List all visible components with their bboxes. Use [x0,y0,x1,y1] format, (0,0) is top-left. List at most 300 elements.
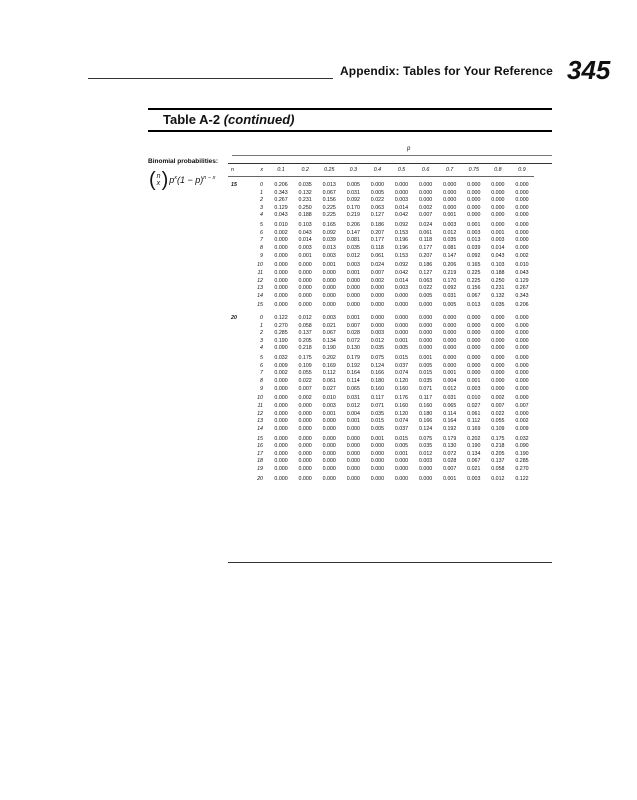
cell-probability: 0.153 [394,229,409,236]
cell-probability: 0.092 [394,222,409,229]
cell-probability: 0.176 [394,395,409,402]
cell-probability: 0.343 [515,292,529,299]
cell-probability: 0.042 [394,269,409,276]
cell-probability: 0.120 [394,410,409,417]
cell-probability: 0.124 [370,362,385,369]
cell-probability: 0.007 [346,322,360,329]
cell-probability: 0.002 [298,395,312,402]
cell-probability: 0.103 [298,222,312,229]
cell-x: 12 [257,277,263,284]
cell-probability: 0.000 [346,292,360,299]
cell-n [228,197,253,205]
cell-probability: 0.035 [298,182,312,188]
cell-probability: 0.013 [322,244,336,251]
cell-n [228,466,253,474]
table-row [228,205,534,213]
cell-probability: 0.188 [298,212,312,219]
formula-tail-sup: n − x [203,175,216,181]
cell-probability: 0.012 [346,402,360,409]
cell-probability: 0.218 [491,443,505,450]
table-row [228,353,534,363]
cell-x: 4 [260,345,263,352]
cell-x: 1 [260,189,263,196]
cell-probability: 0.090 [515,443,529,450]
cell-probability: 0.000 [322,292,336,299]
table-row [228,212,534,220]
cell-probability: 0.160 [370,385,385,392]
cell-probability: 0.024 [418,222,433,229]
formula-top: n [156,173,161,180]
cell-probability: 0.002 [274,229,288,236]
table-row [228,411,534,419]
cell-probability: 0.012 [346,252,360,259]
cell-probability: 0.000 [515,355,529,362]
cell-probability: 0.270 [274,322,288,329]
cell-probability: 0.000 [274,443,288,450]
cell-probability: 0.001 [418,355,433,362]
cell-probability: 0.001 [322,410,336,417]
header-rule [88,78,333,79]
cell-probability: 0.000 [515,385,529,392]
cell-probability: 0.015 [394,435,409,442]
cell-probability: 0.250 [298,204,312,211]
cell-probability: 0.000 [443,315,457,322]
cell-probability: 0.090 [274,345,288,352]
cell-probability: 0.207 [418,252,433,259]
cell-probability: 0.000 [515,237,529,244]
cell-probability: 0.000 [274,402,288,409]
cell-probability: 0.001 [370,435,385,442]
formula-expr: p [169,175,175,185]
table-row [228,403,534,411]
cell-probability: 0.001 [443,475,457,482]
cell-x: 1 [260,322,263,329]
cell-probability: 0.005 [370,189,385,196]
cell-probability: 0.000 [491,337,505,344]
cell-probability: 0.137 [298,330,312,337]
cell-x: 17 [257,450,263,457]
table-row [228,197,534,205]
binomial-table [228,165,534,483]
cell-probability: 0.000 [515,182,529,188]
cell-probability: 0.075 [370,355,385,362]
cell-probability: 0.010 [515,262,529,269]
cell-probability: 0.000 [322,435,336,442]
cell-probability: 0.000 [274,302,288,309]
cell-n [228,230,253,238]
cell-probability: 0.000 [491,378,505,384]
cell-x: 16 [257,443,263,450]
cell-probability: 0.010 [274,222,288,229]
cell-probability: 0.120 [394,378,409,384]
cell-probability: 0.000 [274,252,288,259]
cell-n [228,253,253,261]
cell-probability: 0.000 [370,475,385,482]
cell-x: 11 [257,402,263,409]
cell-probability: 0.153 [394,252,409,259]
cell-probability: 0.112 [322,370,336,377]
cell-probability: 0.109 [491,425,505,432]
cell-probability: 0.000 [515,197,529,204]
cell-n [228,323,253,331]
cell-probability: 0.003 [370,330,385,337]
cell-probability: 0.035 [346,244,360,251]
cell-probability: 0.130 [443,443,457,450]
cell-probability: 0.035 [418,443,433,450]
cell-probability: 0.067 [467,292,481,299]
cell-probability: 0.225 [322,212,336,219]
cell-probability: 0.000 [491,222,505,229]
cell-probability: 0.127 [418,269,433,276]
table-row [228,466,534,474]
cell-probability: 0.000 [515,212,529,219]
cell-probability: 0.022 [418,285,433,292]
cell-probability: 0.003 [394,197,409,204]
cell-probability: 0.000 [515,322,529,329]
cell-probability: 0.000 [346,435,360,442]
cell-probability: 0.000 [515,362,529,369]
cell-n [228,474,253,484]
table-row [228,190,534,198]
cell-n [228,220,253,230]
cell-probability: 0.231 [491,285,505,292]
cell-probability: 0.000 [418,197,433,204]
cell-probability: 0.250 [491,277,505,284]
cell-n [228,205,253,213]
cell-probability: 0.014 [394,277,409,284]
cell-probability: 0.000 [491,315,505,322]
table-row [228,386,534,394]
cell-probability: 0.001 [346,418,360,425]
cell-probability: 0.156 [322,197,336,204]
cell-probability: 0.166 [418,418,433,425]
cell-x: 6 [260,362,263,369]
table-body [228,177,534,484]
cell-probability: 0.000 [274,244,288,251]
cell-probability: 0.000 [467,204,481,211]
cell-probability: 0.003 [467,385,481,392]
cell-probability: 0.169 [467,425,481,432]
cell-probability: 0.122 [274,315,288,322]
cell-probability: 0.000 [467,189,481,196]
cell-n [228,411,253,419]
cell-probability: 0.000 [370,465,385,472]
cell-probability: 0.001 [298,252,312,259]
cell-probability: 0.000 [394,465,409,472]
table-row [228,458,534,466]
cell-probability: 0.000 [322,458,336,465]
column-header-p: 0.75 [462,165,486,177]
cell-n [228,300,253,310]
cell-n [228,433,253,443]
cell-probability: 0.000 [394,330,409,337]
cell-probability: 0.071 [370,402,385,409]
cell-probability: 0.032 [515,435,529,442]
column-header-p: 0.5 [389,165,413,177]
cell-probability: 0.000 [491,362,505,369]
cell-probability: 0.000 [274,418,288,425]
cell-probability: 0.092 [394,262,409,269]
cell-probability: 0.156 [467,285,481,292]
cell-probability: 0.000 [443,345,457,352]
cell-probability: 0.000 [298,475,312,482]
cell-x: 5 [260,355,263,362]
cell-probability: 0.103 [491,262,505,269]
cell-probability: 0.000 [370,443,385,450]
cell-probability: 0.219 [443,269,457,276]
formula-paren-open: ( [149,169,156,191]
cell-probability: 0.000 [274,410,288,417]
cell-probability: 0.002 [418,204,433,211]
cell-probability: 0.000 [298,302,312,309]
table-row [228,260,534,270]
cell-probability: 0.002 [491,395,505,402]
cell-probability: 0.190 [467,443,481,450]
cell-probability: 0.005 [394,345,409,352]
cell-probability: 0.000 [491,189,505,196]
cell-probability: 0.031 [443,395,457,402]
cell-n [228,426,253,434]
cell-probability: 0.160 [418,402,433,409]
cell-probability: 0.035 [370,410,385,417]
cell-probability: 0.112 [467,418,481,425]
cell-probability: 0.000 [467,345,481,352]
cell-n [228,338,253,346]
table-row [228,300,534,310]
cell-probability: 0.055 [491,418,505,425]
table-row [228,393,534,403]
cell-probability: 0.012 [443,229,457,236]
cell-probability: 0.000 [394,315,409,322]
cell-probability: 0.005 [418,292,433,299]
cell-probability: 0.000 [274,269,288,276]
cell-probability: 0.000 [515,330,529,337]
table-row [228,418,534,426]
column-header-p: 0.2 [293,165,317,177]
cell-x: 5 [260,222,263,229]
cell-x: 11 [257,269,263,276]
cell-probability: 0.169 [322,362,336,369]
cell-probability: 0.007 [298,385,312,392]
cell-probability: 0.147 [346,229,360,236]
cell-probability: 0.035 [491,302,505,309]
cell-probability: 0.010 [322,395,336,402]
cell-probability: 0.190 [274,337,288,344]
cell-probability: 0.000 [515,410,529,417]
cell-probability: 0.000 [346,302,360,309]
cell-probability: 0.035 [370,345,385,352]
cell-probability: 0.037 [394,425,409,432]
cell-probability: 0.004 [443,378,457,384]
cell-probability: 0.000 [298,458,312,465]
cell-probability: 0.013 [467,302,481,309]
cell-x: 10 [257,395,263,402]
cell-probability: 0.000 [370,450,385,457]
cell-probability: 0.124 [418,425,433,432]
cell-probability: 0.000 [274,450,288,457]
cell-probability: 0.003 [322,315,336,322]
cell-probability: 0.000 [467,315,481,322]
binomial-formula [149,170,215,190]
cell-x: 2 [260,330,263,337]
cell-x: 0 [260,182,263,188]
cell-probability: 0.206 [274,182,288,188]
cell-probability: 0.231 [298,197,312,204]
table-bottom-rule [228,562,552,563]
cell-probability: 0.010 [467,395,481,402]
cell-probability: 0.206 [346,222,360,229]
cell-probability: 0.009 [515,425,529,432]
cell-probability: 0.000 [491,182,505,188]
cell-probability: 0.043 [298,229,312,236]
cell-probability: 0.000 [322,302,336,309]
cell-probability: 0.061 [467,410,481,417]
cell-probability: 0.000 [515,378,529,384]
cell-probability: 0.000 [467,337,481,344]
cell-probability: 0.175 [298,355,312,362]
cell-probability: 0.000 [322,425,336,432]
cell-probability: 0.005 [346,182,360,188]
cell-probability: 0.037 [394,362,409,369]
cell-probability: 0.000 [346,458,360,465]
cell-probability: 0.002 [274,370,288,377]
cell-probability: 0.031 [346,189,360,196]
cell-probability: 0.000 [418,345,433,352]
cell-probability: 0.000 [491,345,505,352]
cell-x: 15 [257,302,263,309]
cell-probability: 0.001 [322,262,336,269]
cell-probability: 0.067 [322,189,336,196]
cell-probability: 0.196 [394,244,409,251]
cell-probability: 0.002 [370,277,385,284]
cell-probability: 0.000 [443,337,457,344]
cell-probability: 0.000 [491,370,505,377]
cell-probability: 0.000 [274,395,288,402]
cell-probability: 0.190 [515,450,529,457]
cell-probability: 0.074 [394,370,409,377]
cell-probability: 0.000 [346,425,360,432]
cell-n [228,418,253,426]
cell-n [228,378,253,386]
cell-probability: 0.071 [418,385,433,392]
table-row [228,285,534,293]
cell-probability: 0.022 [298,378,312,384]
table-title [163,112,294,127]
cell-probability: 0.000 [298,435,312,442]
cell-n [228,363,253,371]
cell-probability: 0.081 [346,237,360,244]
cell-probability: 0.031 [346,395,360,402]
cell-probability: 0.021 [322,322,336,329]
column-header-n: n [228,165,253,177]
cell-n [228,270,253,278]
cell-probability: 0.188 [491,269,505,276]
cell-probability: 0.147 [443,252,457,259]
cell-probability: 0.177 [418,244,433,251]
cell-probability: 0.000 [370,182,385,188]
cell-probability: 0.000 [298,450,312,457]
cell-probability: 0.000 [322,418,336,425]
table-row [228,345,534,353]
cell-probability: 0.000 [443,204,457,211]
cell-probability: 0.000 [515,337,529,344]
table-row [228,278,534,286]
cell-probability: 0.000 [298,285,312,292]
p-axis-label: p [407,146,411,152]
cell-probability: 0.270 [515,465,529,472]
cell-probability: 0.061 [418,229,433,236]
cell-probability: 0.043 [274,212,288,219]
cell-probability: 0.000 [346,285,360,292]
cell-probability: 0.179 [346,355,360,362]
cell-n [228,451,253,459]
cell-probability: 0.000 [515,345,529,352]
cell-probability: 0.061 [322,378,336,384]
cell-probability: 0.028 [443,458,457,465]
cell-probability: 0.129 [274,204,288,211]
cell-probability: 0.000 [491,330,505,337]
formula-paren-close: ) [161,169,169,191]
cell-probability: 0.000 [298,277,312,284]
cell-probability: 0.039 [322,237,336,244]
cell-probability: 0.012 [443,385,457,392]
cell-probability: 0.075 [418,435,433,442]
table-row [228,310,534,323]
cell-probability: 0.000 [298,262,312,269]
cell-probability: 0.196 [394,237,409,244]
cell-probability: 0.000 [346,450,360,457]
cell-x: 20 [257,475,263,482]
table-title-main: Table A-2 [163,112,221,127]
cell-probability: 0.000 [515,244,529,251]
cell-probability: 0.000 [298,465,312,472]
cell-probability: 0.192 [443,425,457,432]
cell-probability: 0.007 [418,212,433,219]
cell-probability: 0.092 [346,197,360,204]
cell-probability: 0.003 [467,229,481,236]
cell-probability: 0.186 [370,222,385,229]
cell-probability: 0.031 [443,292,457,299]
formula-tail: (1 − p) [177,175,204,185]
formula-expr-sup: x [174,175,178,181]
cell-probability: 0.000 [298,443,312,450]
cell-probability: 0.043 [491,252,505,259]
cell-probability: 0.000 [346,465,360,472]
cell-probability: 0.180 [370,378,385,384]
cell-probability: 0.000 [274,385,288,392]
cell-probability: 0.000 [491,204,505,211]
cell-probability: 0.192 [346,362,360,369]
cell-n [228,353,253,363]
cell-probability: 0.014 [298,237,312,244]
cell-probability: 0.267 [515,285,529,292]
cell-n [228,403,253,411]
cell-x: 8 [260,244,263,251]
table-row [228,293,534,301]
table-title-rule-bottom [148,130,552,132]
cell-probability: 0.058 [491,465,505,472]
cell-probability: 0.092 [322,229,336,236]
table-row [228,245,534,253]
cell-probability: 0.000 [370,292,385,299]
cell-probability: 0.014 [491,244,505,251]
cell-probability: 0.001 [491,229,505,236]
cell-probability: 0.267 [274,197,288,204]
table-row [228,426,534,434]
cell-probability: 0.285 [515,458,529,465]
cell-probability: 0.000 [443,330,457,337]
cell-probability: 0.180 [418,410,433,417]
